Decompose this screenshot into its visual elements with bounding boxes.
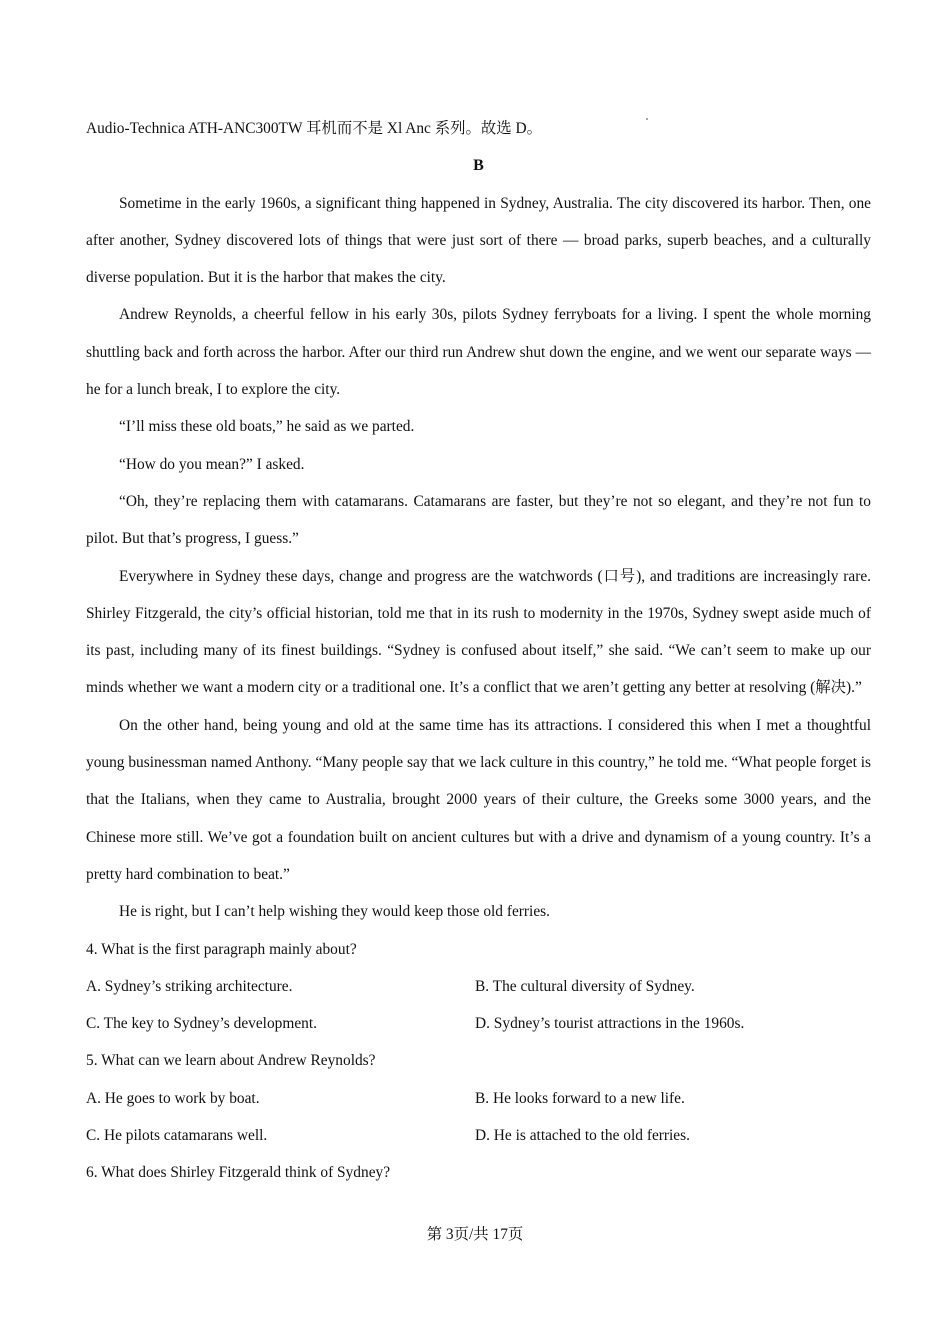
passage-paragraph-4: “How do you mean?” I asked.	[119, 455, 305, 473]
question-4-option-a: A. Sydney’s striking architecture.	[86, 977, 293, 995]
passage-paragraph-2: Andrew Reynolds, a cheerful fellow in his early 30s, pilots Sydney ferryboats for a living. I spent the whole morning shuttling back and forth across the harbor. After our third run Andrew shut down the engine, and we went our separate ways — he for a lunch break, I to explore the city.	[86, 306, 871, 399]
passage-paragraph-6: Everywhere in Sydney these days, change and progress are the watchwords (口号), and traditions are increasingly rare. Shirley Fitzgerald, the city’s official historian, told me that in its rush to modernity in the 1970s, Sydney swept aside much of its past, including many of its finest buildings. “Sydney is confused about itself,” she said. “We can’t seem to make up our minds whether we want a modern city or a traditional one. It’s a conflict that we aren’t getting any better at resolving (解决).”	[86, 567, 871, 697]
question-4-option-d: D. Sydney’s tourist attractions in the 1960s.	[475, 1015, 745, 1033]
passage-paragraph-8: He is right, but I can’t help wishing they would keep those old ferries.	[119, 903, 550, 921]
section-title: B	[473, 157, 484, 175]
page-footer: 第 3页/共 17页	[426, 1226, 524, 1243]
passage-paragraph-5: “Oh, they’re replacing them with catamarans. Catamarans are faster, but they’re not so elegant, and they’re not fun to pilot. But that’s progress, I guess.”	[86, 492, 871, 548]
passage-paragraph-3: “I’ll miss these old boats,” he said as we parted.	[119, 418, 415, 436]
question-4-option-c: C. The key to Sydney’s development.	[86, 1015, 317, 1033]
question-5-option-c: C. He pilots catamarans well.	[86, 1127, 268, 1145]
question-5-option-b: B. He looks forward to a new life.	[475, 1089, 685, 1107]
question-5-option-a: A. He goes to work by boat.	[86, 1089, 260, 1107]
question-4-options	[86, 968, 871, 1043]
passage-paragraph-1: Sometime in the early 1960s, a significant thing happened in Sydney, Australia. The city discovered its harbor. Then, one after another, Sydney discovered lots of things that were just sort of there — broad parks, superb beaches, and a culturally diverse population. But it is the harbor that makes the city.	[86, 194, 871, 287]
question-5-option-d: D. He is attached to the old ferries.	[475, 1127, 690, 1145]
page-content	[86, 110, 871, 1192]
passage-paragraph-7: On the other hand, being young and old at the same time has its attractions. I considered this when I met a thoughtful young businessman named Anthony. “Many people say that we lack culture in this country,” he told me. “What people forget is that the Italians, when they came to Australia, brought 2000 years of their culture, the Greeks some 3000 years, and the Chinese more still. We’ve got a foundation built on ancient cultures but with a drive and dynamism of a young country. It’s a pretty hard combination to beat.”	[86, 716, 871, 883]
answer-explanation-line: Audio-Technica ATH-ANC300TW 耳机而不是 Xl Anc 系列。故选 D。	[86, 120, 543, 137]
question-5-stem: 5. What can we learn about Andrew Reynolds?	[86, 1052, 376, 1070]
question-5-options	[86, 1080, 871, 1155]
question-6-stem: 6. What does Shirley Fitzgerald think of Sydney?	[86, 1164, 391, 1182]
question-4-stem: 4. What is the first paragraph mainly about?	[86, 940, 357, 958]
question-4-option-b: B. The cultural diversity of Sydney.	[475, 977, 695, 995]
